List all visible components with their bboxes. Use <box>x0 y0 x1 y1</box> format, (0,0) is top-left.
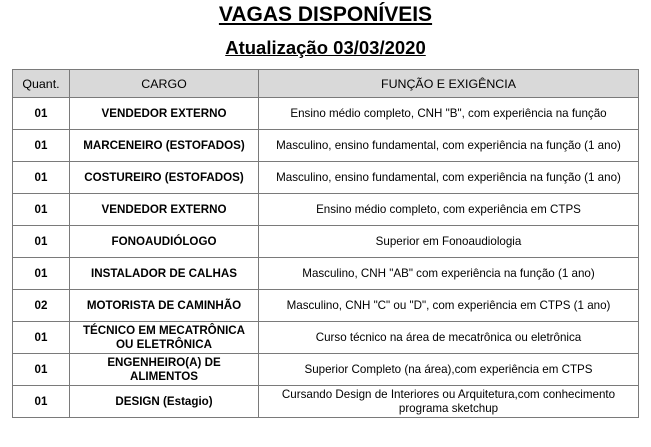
row-funcao: Superior em Fonoaudiologia <box>259 226 639 258</box>
table-row <box>13 322 639 354</box>
vacancies-table <box>12 69 639 418</box>
row-quantity: 01 <box>13 386 70 418</box>
table-row <box>13 194 639 226</box>
row-quantity: 01 <box>13 130 70 162</box>
row-funcao: Superior Completo (na área),com experiência em CTPS <box>259 354 639 386</box>
row-funcao: Masculino, ensino fundamental, com experiência na função (1 ano) <box>259 162 639 194</box>
row-funcao: Masculino, ensino fundamental, com experiência na função (1 ano) <box>259 130 639 162</box>
row-quantity: 01 <box>13 162 70 194</box>
row-cargo: ENGENHEIRO(A) DE ALIMENTOS <box>70 354 259 386</box>
row-cargo: FONOAUDIÓLOGO <box>70 226 259 258</box>
row-cargo: INSTALADOR DE CALHAS <box>70 258 259 290</box>
row-quantity: 01 <box>13 322 70 354</box>
table-row <box>13 386 639 418</box>
table-row <box>13 354 639 386</box>
table-row <box>13 130 639 162</box>
table-row <box>13 162 639 194</box>
row-funcao: Curso técnico na área de mecatrônica ou eletrônica <box>259 322 639 354</box>
row-quantity: 01 <box>13 226 70 258</box>
row-cargo: VENDEDOR EXTERNO <box>70 194 259 226</box>
column-header-funcao: FUNÇÃO E EXIGÊNCIA <box>259 70 639 98</box>
row-funcao: Ensino médio completo, com experiência em CTPS <box>259 194 639 226</box>
table-row <box>13 258 639 290</box>
row-cargo: TÉCNICO EM MECATRÔNICA OU ELETRÔNICA <box>70 322 259 354</box>
update-date: Atualização 03/03/2020 <box>225 37 426 58</box>
row-funcao: Ensino médio completo, CNH "B", com experiência na função <box>259 98 639 130</box>
page-title: VAGAS DISPONÍVEIS <box>218 3 433 26</box>
row-cargo: COSTUREIRO (ESTOFADOS) <box>70 162 259 194</box>
row-cargo: DESIGN (Estagio) <box>70 386 259 418</box>
table-row <box>13 98 639 130</box>
row-cargo: VENDEDOR EXTERNO <box>70 98 259 130</box>
row-quantity: 01 <box>13 258 70 290</box>
table-row <box>13 226 639 258</box>
table-row <box>13 290 639 322</box>
row-cargo: MOTORISTA DE CAMINHÃO <box>70 290 259 322</box>
row-quantity: 01 <box>13 354 70 386</box>
row-funcao: Masculino, CNH "C" ou "D", com experiência em CTPS (1 ano) <box>259 290 639 322</box>
row-quantity: 01 <box>13 98 70 130</box>
column-header-quantity: Quant. <box>13 70 70 98</box>
row-quantity: 01 <box>13 194 70 226</box>
row-funcao: Cursando Design de Interiores ou Arquitetura,com conhecimento programa sketchup <box>259 386 639 418</box>
row-quantity: 02 <box>13 290 70 322</box>
row-cargo: MARCENEIRO (ESTOFADOS) <box>70 130 259 162</box>
table-header-row <box>13 70 639 98</box>
row-funcao: Masculino, CNH "AB" com experiência na função (1 ano) <box>259 258 639 290</box>
column-header-cargo: CARGO <box>70 70 259 98</box>
